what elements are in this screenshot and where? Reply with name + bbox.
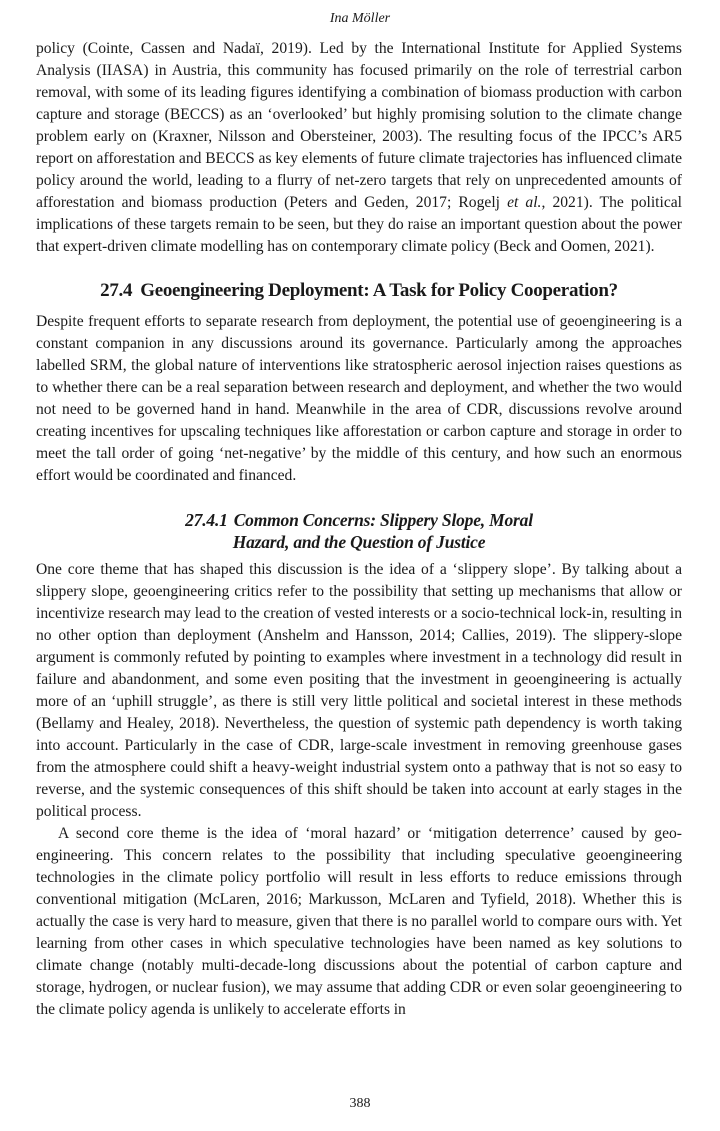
paragraph-text: policy (Cointe, Cassen and Nadaï, 2019). Led by the International Institute for Applied Systems Analysis (IIASA) in Austria, this community has focused primarily on the role of terrestrial carbon removal, with some of its leading figures identifying a combination of biomass production with carbon capture and storage (BECCS) as an ‘overlooked’ but highly promising solution to the climate change problem early on (Kraxner, Nilsson and Obersteiner, 2003). The resulting focus of the IPCC’s AR5 report on afforestation and BECCS as key elements of future climate trajectories has influenced climate policy around the world, leading to a flurry of net-zero targets that rely on unprecedented amounts of afforestation and biomass production (Peters and Geden, 2017; Rogelj: [36, 40, 682, 211]
section-title: Geoengineering Deployment: A Task for Policy Cooperation?: [140, 280, 618, 301]
section-heading: [36, 279, 682, 303]
subsection-heading: [36, 509, 682, 553]
section-number: 27.4: [100, 280, 133, 301]
page-number: 388: [349, 1096, 371, 1111]
paragraph-text: , 2021). The political implications of these targets remain to be seen, but they do raise an important question about the power that expert-driven climate modelling has on contemporary climate policy (Beck and Oomen, 2021).: [36, 194, 682, 255]
subsection-number: 27.4.1: [185, 510, 228, 530]
subsection-title-line2: Hazard, and the Question of Justice: [232, 532, 486, 552]
italic-et-al: et al.: [507, 194, 542, 211]
paragraph-slippery-slope: One core theme that has shaped this discussion is the idea of a ‘slippery slope’. By talking about a slippery slope, geoengineering critics refer to the possibility that setting up mechanisms that allow or incentivize research may lead to the creation of vested interests or a socio-technical lock-in, resulting in no other option than deployment (Anshelm and Hansson, 2014; Callies, 2019). The slippery-slope argument is commonly refuted by pointing to examples where investment in a technology did result in failure and abandonment, and some even positing that the investment in geoengineering is actually more of an ‘uphill struggle’, as there is still very little political and societal interest in these methods (Bellamy and Healey, 2018). Nevertheless, the question of systemic path dependency is worth taking into account. Particularly in the case of CDR, large-scale investment in removing greenhouse gases from the atmosphere could shift a heavy-weight industrial system onto a pathway that is not so easy to reverse, and the systemic consequences of this shift should be taken into account at early stages in the political process.: [36, 561, 682, 820]
paragraph-moral-hazard: A second core theme is the idea of ‘moral hazard’ or ‘mitigation deterrence’ caused by geoengineering. This concern relates to the possibility that including speculative geoengineering technologies in the climate policy portfolio will result in less efforts to reduce emissions through conventional mitigation (McLaren, 2016; Markusson, McLaren and Tyfield, 2018). Whether this is actually the case is very hard to measure, given that there is no parallel world to compare ours with. Yet learning from other cases in which speculative technologies have been named as key solutions to climate change (notably multi-decade-long discussions about the potential of carbon capture and storage, hydrogen, or nuclear fusion), we may assume that adding CDR or even solar geoengineering to the climate policy agenda is unlikely to accelerate efforts in: [36, 825, 682, 1018]
running-head: Ina Möller: [329, 11, 391, 26]
paragraph-intro: [36, 38, 682, 258]
subsection-title-line1: Common Concerns: Slippery Slope, Moral: [233, 510, 533, 530]
page-body: [36, 38, 682, 1021]
paragraph-deployment: Despite frequent efforts to separate research from deployment, the potential use of geoengineering is a constant companion in any discussions around its governance. Particularly among the approaches labelled SRM, the global nature of interventions like stratospheric aerosol injection raises questions as to whether there can be a real separation between research and deployment, and whether the two would not need to be governed hand in hand. Meanwhile in the area of CDR, discussions revolve around creating incentives for upscaling techniques like afforestation or carbon capture and storage in order to meet the tall order of going ‘net-negative’ by the middle of this century, and how such an enormous effort would be coordinated and financed.: [36, 313, 682, 484]
